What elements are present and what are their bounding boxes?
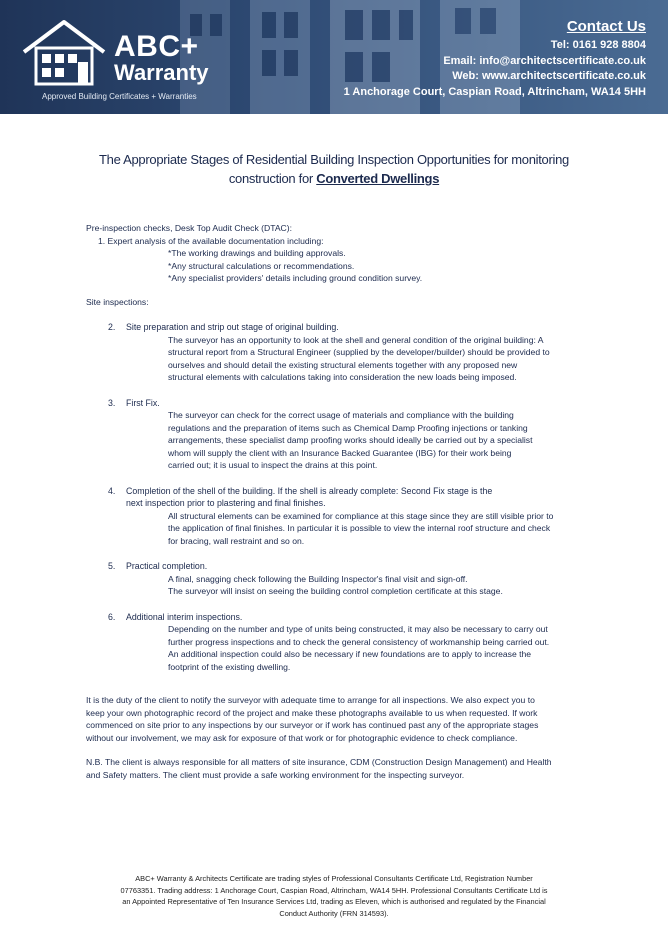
house-logo-icon — [20, 18, 108, 88]
brand-name: ABC+ — [114, 30, 199, 63]
stage-line: structural elements with calculations taking into consideration the new loads being imposed. — [168, 372, 517, 382]
stage-number: 6. — [108, 611, 116, 622]
contact-email[interactable]: Email: info@architectscertificate.co.uk — [443, 54, 646, 67]
stage-line: ourselves and should detail the existing structural elements together with any proposed new — [168, 359, 518, 370]
document-body — [86, 222, 596, 673]
stage-number: 5. — [108, 561, 116, 571]
nb-paragraph — [86, 756, 596, 781]
paragraph-line: and Safety matters. The client must provide a safe working environment for the inspecting surveyor. — [86, 769, 465, 780]
pre-inspection-sub: *Any structural calculations or recommendations. — [168, 260, 355, 271]
stage-line: structural report from a Structural Engineer (supplied by the developer/builder) should be provided to — [168, 347, 550, 357]
header-banner — [0, 0, 668, 114]
footer-line: 07763351. Trading address: 1 Anchorage Court, Caspian Road, Altrincham, WA14 5HH. Professional Consultants Certificate Ltd is — [120, 885, 548, 895]
paragraph-line: keep your own photographic record of the project and make these photographs available to us when requested. If work — [86, 707, 538, 718]
footer-line: ABC+ Warranty & Architects Certificate are trading styles of Professional Consultants Certificate Ltd, Registration Number — [135, 874, 533, 883]
stage-line: The surveyor can check for the correct usage of materials and compliance with the building — [168, 410, 514, 420]
pre-inspection-sub: *The working drawings and building approvals. — [168, 248, 346, 258]
stage-4 — [86, 485, 596, 548]
stage-number: 3. — [108, 397, 116, 408]
pre-inspection-item: 1. Expert analysis of the available documentation including: — [98, 235, 324, 246]
stage-number: 2. — [108, 322, 116, 332]
stage-line: whom will supply the client with an Insurance Backed Guarantee (IBG) for their work being — [168, 447, 512, 458]
pre-inspection-sub: *Any specialist providers' details including ground condition survey. — [168, 273, 423, 283]
stage-title: Practical completion. — [126, 561, 208, 571]
stage-line: The surveyor will insist on seeing the building control completion certificate at this stage. — [168, 586, 503, 596]
stage-line: Depending on the number and type of units being constructed, it may also be necessary to carry out — [168, 624, 548, 634]
client-duty-paragraph — [86, 694, 596, 744]
stage-3 — [86, 397, 596, 472]
footer-line: an Appointed Representative of Ten Insurance Services Ltd, trading as Eleven, which is authorised and regulated by the Financial — [122, 897, 546, 906]
stage-line: footprint of the existing dwelling. — [168, 661, 291, 672]
stage-title: Completion of the shell of the building. If the shell is already complete: Second Fix stage is the — [126, 485, 493, 496]
stage-line: An additional inspection could also be necessary if new foundations are to apply to increase the — [168, 649, 532, 659]
paragraph-line: N.B. The client is always responsible for all matters of site insurance, CDM (Construction Design Management) and Health — [86, 757, 552, 767]
contact-web[interactable]: Web: www.architectscertificate.co.uk — [452, 70, 646, 82]
stage-6 — [86, 611, 596, 674]
stage-5 — [86, 560, 596, 598]
stage-title: First Fix. — [126, 397, 160, 408]
stage-heading — [108, 560, 596, 573]
contact-title[interactable]: Contact Us — [566, 18, 646, 35]
stage-heading — [108, 321, 596, 334]
stage-heading — [108, 485, 596, 498]
paragraph-line: commenced on site prior to any inspections by our surveyor or if work has continued past any of the appropriate stages — [86, 720, 539, 730]
stage-line: regulations and the preparation of items such as Chemical Damp Proofing injections or tanking — [168, 422, 528, 433]
title-line-1: The Appropriate Stages of Residential Building Inspection Opportunities for monitoring — [99, 152, 569, 167]
stage-2 — [86, 321, 596, 384]
stage-title: Site preparation and strip out stage of original building. — [126, 322, 339, 332]
stage-heading — [108, 611, 596, 624]
stage-description — [168, 334, 596, 384]
stage-description — [168, 623, 596, 673]
paragraph-line: It is the duty of the client to notify the surveyor with adequate time to arrange for all inspections. We also expect you to — [86, 695, 535, 705]
stage-line: The surveyor has an opportunity to look at the shell and general condition of the original building: A — [168, 334, 544, 345]
stage-number: 4. — [108, 485, 116, 496]
stage-line: further progress inspections and to check the general consistency of workmanship being carried out. — [168, 636, 550, 647]
brand-subname: Warranty — [114, 60, 209, 85]
stage-description — [168, 573, 596, 598]
stage-description — [168, 409, 596, 472]
stage-line: the application of final finishes. In particular it is possible to view the internal roof structure and check — [168, 523, 551, 533]
stage-title: Additional interim inspections. — [126, 611, 243, 622]
site-inspections-heading: Site inspections: — [86, 296, 149, 307]
stage-line: for bracing, wall restraint and so on. — [168, 535, 305, 546]
stage-line: A final, snagging check following the Building Inspector's final visit and sign-off. — [168, 573, 468, 584]
title-line-2 — [60, 169, 608, 188]
document-title — [60, 150, 608, 188]
brand-tagline: Approved Building Certificates + Warranties — [42, 92, 197, 101]
contact-address: 1 Anchorage Court, Caspian Road, Altrincham, WA14 5HH — [343, 85, 646, 98]
contact-tel: Tel: 0161 928 8804 — [550, 39, 646, 51]
paragraph-line: without our involvement, we may ask for exposure of that work or for photographic evidence to check compliance. — [86, 732, 518, 743]
stage-title-continued: next inspection prior to plastering and final finishes. — [126, 498, 326, 508]
footer-line: Conduct Authority (FRN 314593). — [279, 908, 389, 918]
stage-line: carried out; it is usual to inspect the drains at this point. — [168, 460, 378, 470]
stage-heading — [108, 397, 596, 410]
title-prefix: construction for — [228, 171, 317, 186]
stage-description — [168, 510, 596, 548]
contact-block — [344, 18, 646, 100]
legal-footer — [84, 873, 584, 919]
title-emphasis: Converted Dwellings — [316, 171, 440, 186]
stage-line: arrangements, these specialist damp proofing works should ideally be carried out by a specialist — [168, 435, 533, 445]
pre-inspection-heading: Pre-inspection checks, Desk Top Audit Check (DTAC): — [86, 223, 293, 233]
stage-line: All structural elements can be examined for compliance at this stage since they are still visible prior to — [168, 510, 554, 521]
